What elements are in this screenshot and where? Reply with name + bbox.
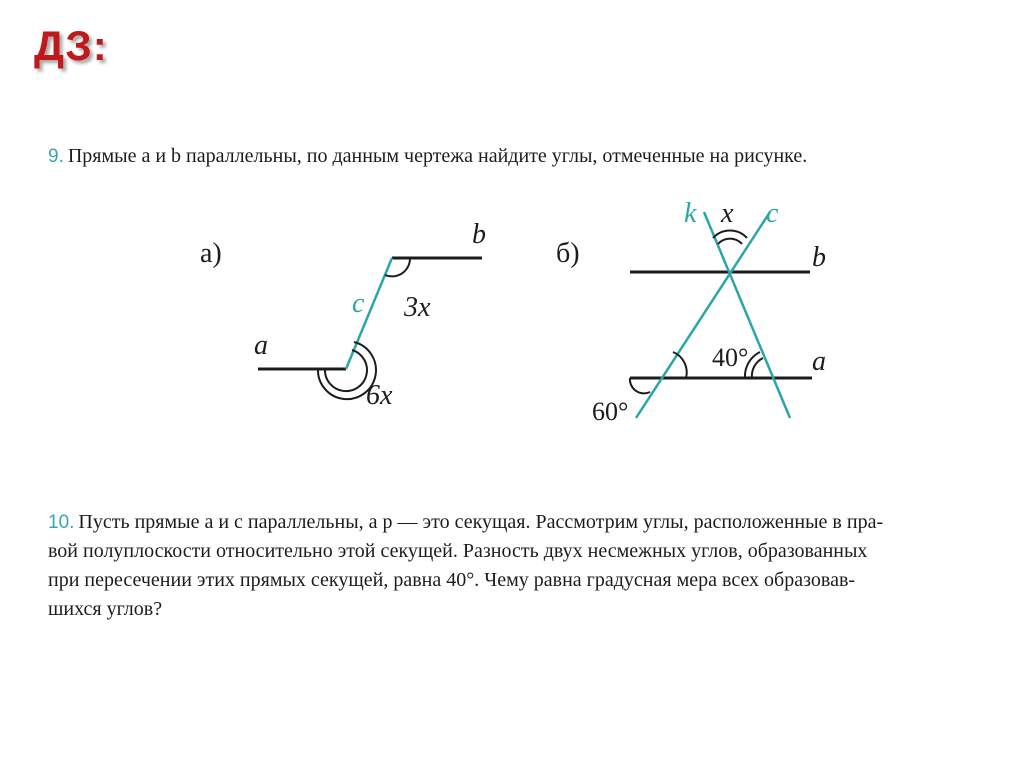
angle-3x-label: 3x (404, 292, 431, 323)
problem-9-number: 9. (48, 146, 64, 167)
problem-10-number: 10. (48, 512, 75, 533)
angle-x-label: x (721, 198, 734, 229)
label-b2: b (812, 242, 826, 273)
angle-40-label: 40° (712, 343, 749, 372)
problem-9-text: Прямые a и b параллельны, по данным чертежа найдите углы, отмеченные на рисунке. (67, 145, 808, 167)
angle-60-arc (630, 378, 650, 393)
problem-10 (48, 508, 998, 624)
figure-b (556, 198, 826, 426)
problem-10-line-4: шихся углов? (48, 598, 163, 620)
problem-10-line-3: при пересечении этих прямых секущей, равна 40°. Чему равна градусная мера всех образовав- (48, 569, 856, 591)
angle-40-arc-right-inner (752, 358, 763, 378)
label-c2: c (766, 198, 779, 229)
problem-10-line-1 (48, 508, 998, 537)
angle-x-arc-outer (713, 230, 747, 238)
angle-60-label: 60° (592, 397, 629, 426)
figure-b-label: б) (556, 238, 580, 269)
figure-a-label: а) (200, 238, 222, 269)
angle-6x-arc-inner (325, 350, 367, 391)
angle-x-arc-inner (718, 239, 742, 244)
label-c: c (352, 288, 365, 319)
label-b: b (472, 219, 486, 250)
angle-6x-label: 6x (366, 380, 393, 411)
label-k: k (684, 198, 697, 229)
figure-a (200, 219, 486, 411)
slide-title: ДЗ: (34, 22, 108, 69)
problem-10-text-1: Пусть прямые a и c параллельны, а p — это секущая. Рассмотрим углы, расположенные в пра- (78, 511, 884, 533)
line-k (704, 212, 790, 418)
label-a2: a (812, 346, 826, 377)
line-c (636, 212, 770, 418)
problem-10-line-2: вой полуплоскости относительно этой секущей. Разность двух несмежных углов, образованных (48, 540, 868, 562)
label-a: a (254, 330, 268, 361)
